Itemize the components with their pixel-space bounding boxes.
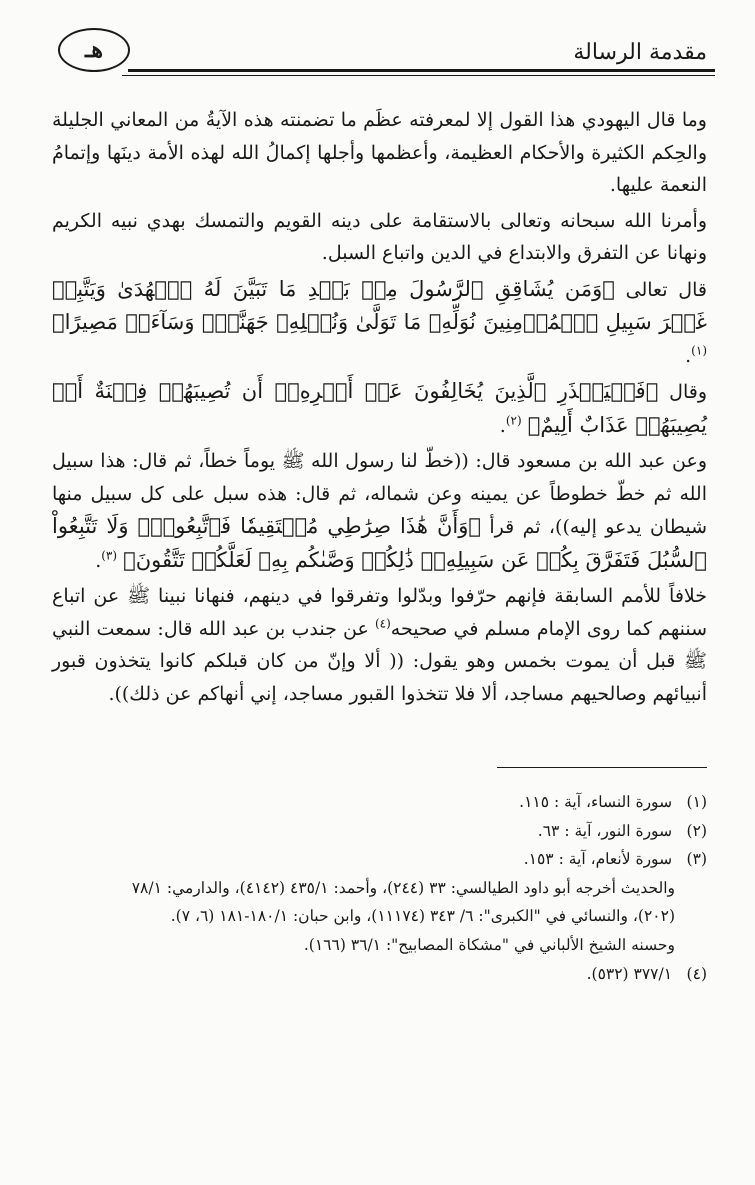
footnote-number: (١) xyxy=(686,793,707,811)
paragraph-6-part-1: خلافاً للأمم السابقة فإنهم حرّفوا وبدّلوا وتفرقوا في دينهم، فنهانا نبينا ﷺ عن اتباع سننهم كما روى الإمام مسلم في صحيحه xyxy=(52,585,708,640)
footnote-text: سورة النور، آية : ٦٣. xyxy=(537,821,673,840)
quran-verse-anam: ﴿وَأَنَّ هَٰذَا صِرَٰطِي مُسۡتَقِيمٗا فَٱتَّبِعُوهُۖ وَلَا تَتَّبِعُواْ ٱلسُّبُلَ فَتَفَرَّقَ بِكُمۡ عَن سَبِيلِهِۦۚ ذَٰلِكُمۡ وَصَّىٰكُم بِهِۦ لَعَلَّكُمۡ تَتَّقُونَ﴾ xyxy=(52,514,707,572)
verse-intro: قال تعالى xyxy=(625,278,707,301)
footnote-ref-3: (٣) xyxy=(101,548,118,563)
main-text xyxy=(52,104,707,710)
page-number: هـ xyxy=(84,37,104,63)
footnote-3-hadith-line-3: وحسنه الشيخ الألباني في "مشكاة المصابيح": ٣٦/١ (١٦٦). xyxy=(303,935,675,954)
footnote-number: (٤) xyxy=(686,964,707,983)
paragraph-6 xyxy=(52,580,707,710)
footnote-text: سورة النساء، آية : ١١٥. xyxy=(519,793,673,811)
footnotes xyxy=(52,788,707,988)
footnote-separator xyxy=(497,767,707,768)
header-rule-thick xyxy=(128,69,715,72)
page-number-oval xyxy=(58,28,130,72)
paragraph-6-part-2: عن جندب بن عبد الله قال: سمعت النبي ﷺ قبل أن يموت بخمس وهو يقول: (( ألا وإنّ من كان قبلكم كانوا يتخذون قبور أنبيائهم وصالحيهم مساجد، ألا فلا تتخذوا القبور مساجد، إني أنهاكم عن ذلك)). xyxy=(52,617,707,705)
footnote-number: (٣) xyxy=(686,850,707,869)
footnote-1 xyxy=(52,788,707,817)
paragraph-2: وأمرنا الله سبحانه وتعالى بالاستقامة على دينه القويم والتمسك بهدي نبيه الكريم ونهانا عن التفرق والابتداع في الدين واتباع السبل. xyxy=(52,209,707,264)
footnote-ref-2: (٢) xyxy=(505,413,522,428)
footnote-3-hadith-line-2: (٢٠٢)، والنسائي في "الكبرى": ٦/ ٣٤٣ (١١١٧٤)، وابن حبان: ١٨٠/١-١٨١ (٦، ٧). xyxy=(170,907,675,926)
paragraph-4: وقال ﴿فَلۡيَحۡذَرِ ٱلَّذِينَ يُخَالِفُونَ عَنۡ أَمۡرِهِۦٓ أَن تُصِيبَهُمۡ فِتۡنَةٌ أَوۡ يُصِيبَهُمۡ عَذَابٌ أَلِيمٌ﴾ $^{(٢)}$. xyxy=(52,379,707,437)
quran-verse-nisa: ﴿وَمَن يُشَاقِقِ ٱلرَّسُولَ مِنۢ بَعۡدِ مَا تَبَيَّنَ لَهُ ٱلۡهُدَىٰ وَيَتَّبِعۡ غَيۡرَ سَبِيلِ ٱلۡمُؤۡمِنِينَ نُوَلِّهِۦ مَا تَوَلَّىٰ وَنُصۡلِهِۦ جَهَنَّمَۖ وَسَآءَتۡ مَصِيرًا﴾ xyxy=(52,276,707,334)
footnote-4 xyxy=(52,960,707,989)
hadith-ibn-masud: وعن عبد الله بن مسعود قال: ((خطّ لنا رسول الله ﷺ يوماً خطاً، ثم قال: هذا سبيل الله ثم خطّ خطوطاً عن يمينه وعن شماله، ثم قال: هذه سبل على كل سبيل منها شيطان يدعو إليه))، ثم قرأ xyxy=(52,450,708,538)
footnote-text: ٣٧٧/١ (٥٣٢). xyxy=(586,964,673,983)
footnote-3-hadith-line-1: والحديث أخرجه أبو داود الطيالسي: ٣٣ (٢٤٤)، وأحمد: ٤٣٥/١ (٤١٤٢)، والدارمي: ٧٨/١ xyxy=(131,878,675,897)
footnote-text: سورة لأنعام، آية : ١٥٣. xyxy=(523,850,673,869)
footnote-number: (٢) xyxy=(686,821,707,840)
footnote-2 xyxy=(52,817,707,846)
header-rule-thin xyxy=(122,75,715,76)
paragraph-5: وعن عبد الله بن مسعود قال: ((خطّ لنا رسول الله ﷺ يوماً خطاً، ثم قال: هذا سبيل الله ثم خطّ خطوطاً عن يمينه وعن شماله، ثم قال: هذه سبل على كل سبيل منها شيطان يدعو إليه))، ثم قرأ ﴿وَأَنَّ هَٰذَا صِرَٰطِي مُسۡتَقِيمٗا فَٱتَّبِعُوهُۖ وَلَا تَتَّبِعُواْ ٱلسُّبُلَ فَتَفَرَّقَ بِكُمۡ عَن سَبِيلِهِۦۚ ذَٰلِكُمۡ وَصَّىٰكُم بِهِۦ لَعَلَّكُمۡ تَتَّقُونَ﴾ $^{(٣)}$. xyxy=(52,450,708,572)
running-header-title: مقدمة الرسالة xyxy=(573,40,707,65)
paragraph-1: وما قال اليهودي هذا القول إلا لمعرفته عظَم ما تضمنته هذه الآيةُ من المعاني الجليلة والحِكم الكثيرة والأحكام العظيمة، وأعظمها وأجلها إكمالُ الله لهذه الأمة دينَها وإتمامُ النعمة عليها. xyxy=(52,109,707,196)
footnote-ref-4: (٤) xyxy=(374,616,391,631)
verse-intro: وقال xyxy=(669,381,707,403)
footnote-ref-1: (١) xyxy=(691,343,707,358)
quran-verse-nur: ﴿فَلۡيَحۡذَرِ ٱلَّذِينَ يُخَالِفُونَ عَنۡ أَمۡرِهِۦٓ أَن تُصِيبَهُمۡ فِتۡنَةٌ أَوۡ يُصِيبَهُمۡ عَذَابٌ أَلِيمٌ﴾ xyxy=(52,379,707,437)
paragraph-3: قال تعالى ﴿وَمَن يُشَاقِقِ ٱلرَّسُولَ مِنۢ بَعۡدِ مَا تَبَيَّنَ لَهُ ٱلۡهُدَىٰ وَيَتَّبِعۡ غَيۡرَ سَبِيلِ ٱلۡمُؤۡمِنِينَ نُوَلِّهِۦ مَا تَوَلَّىٰ وَنُصۡلِهِۦ جَهَنَّمَۖ وَسَآءَتۡ مَصِيرًا﴾ $^{(١)}$. xyxy=(52,276,707,367)
footnote-3 xyxy=(52,845,707,874)
